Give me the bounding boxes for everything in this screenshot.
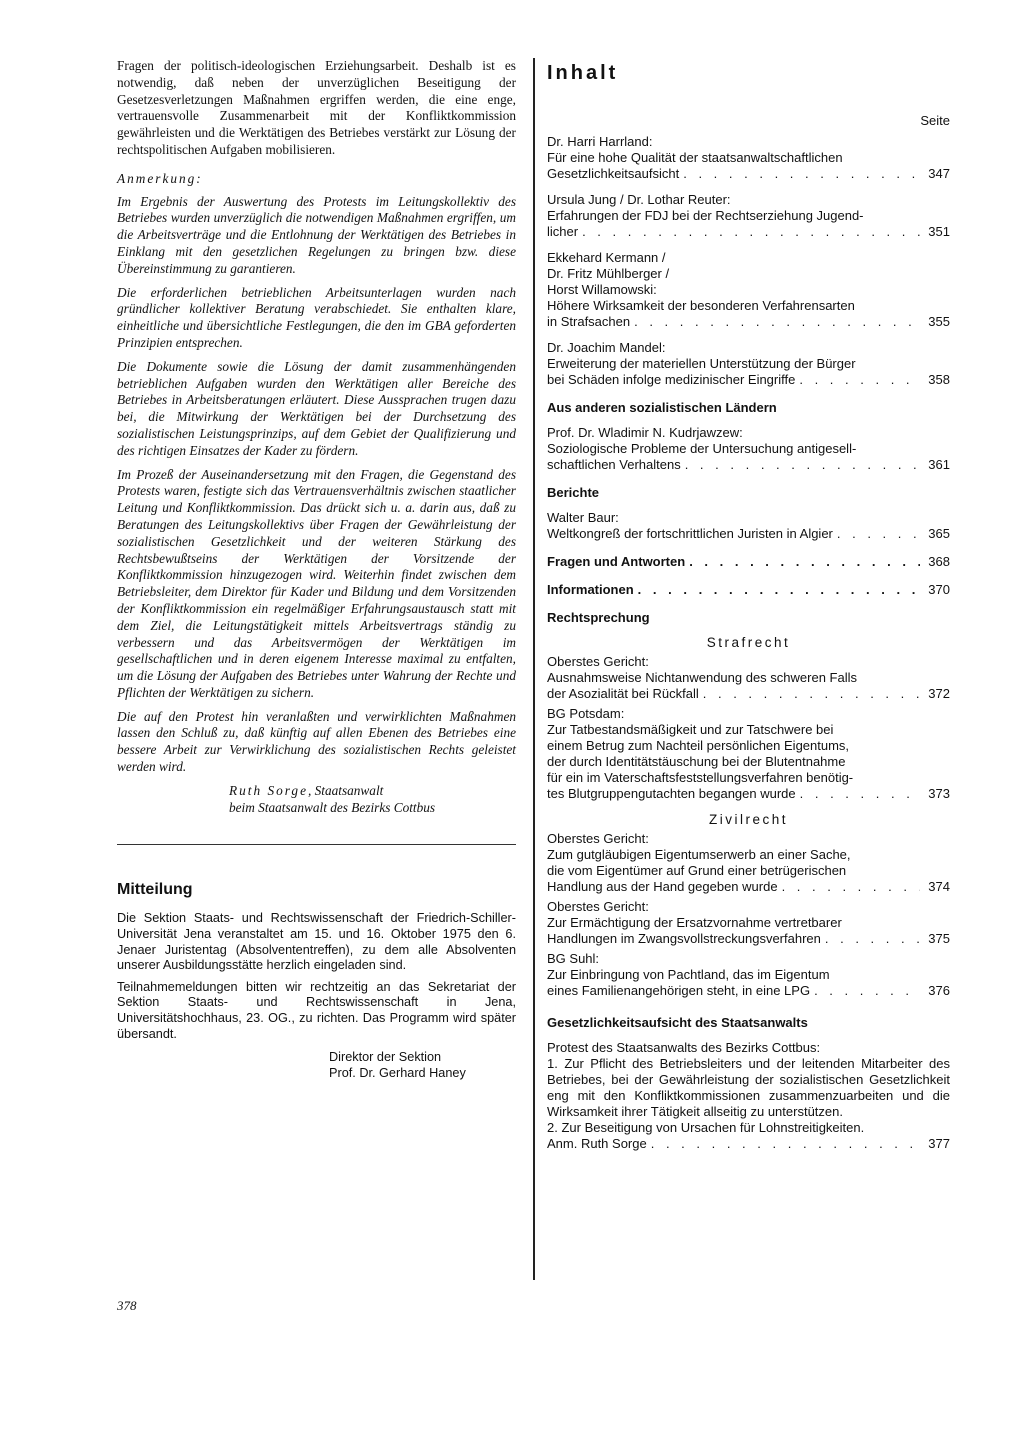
leader-dots (699, 686, 920, 702)
note-paragraph: Die auf den Protest hin veranlaßten und verwirklichten Maßnahmen lassen den Schluß zu, daß künftig auf allen Ebenen des Betriebes eine bessere Arbeit zur Verwirklichung des sozialistischen Rechts geleistet werden wird. (117, 708, 516, 775)
mitteilung-paragraph: Teilnahmemeldungen bitten wir rechtzeitig an das Sekretariat der Sektion Staats- und Rechtswissenschaft in Jena, Universitätshochhaus, 23. OG., zu richten. Das Programm wird später übersandt. (117, 979, 516, 1041)
leader-dots (778, 879, 920, 895)
note-paragraph: Die erforderlichen betrieblichen Arbeitsunterlagen wurden nach gründlicher kollektiver Beratung verabschiedet. Sie enthalten klare, einheitliche und übersichtliche Festlegungen, die den im GBA geforderten Prinzipien entsprechen. (117, 284, 516, 350)
toc-entry[interactable] (547, 899, 950, 947)
toc-entry-title: in Strafsachen (547, 314, 631, 329)
toc-seite-label: Seite (920, 113, 950, 128)
left-column (117, 58, 516, 1081)
toc-section-heading: Rechtsprechung (547, 610, 650, 625)
toc-entry-title: Höhere Wirksamkeit der besonderen Verfahrensarten (547, 298, 855, 313)
toc-title: Inhalt (547, 62, 619, 84)
toc-entry-title: Anm. Ruth Sorge (547, 1136, 647, 1151)
mitteilung-sig-role: Direktor der Sektion (329, 1050, 442, 1065)
toc-entry[interactable] (547, 425, 950, 473)
toc-author: Dr. Harri Harrland: (547, 134, 653, 149)
toc-entry-title: Zum gutgläubigen Eigentumserwerb an einer Sache, (547, 847, 851, 862)
toc-entry-title: bei Schäden infolge medizinischer Eingriffe (547, 372, 796, 387)
toc-page: 370 (928, 582, 950, 597)
leader-dots (630, 314, 920, 330)
toc-entry-title: der durch Identitätstäuschung bei der Blutentnahme (547, 754, 846, 769)
toc-author: Walter Baur: (547, 510, 619, 525)
toc-entry-title: für ein im Vaterschaftsfeststellungsverfahren benötig- (547, 770, 854, 785)
note-paragraph: Im Ergebnis der Auswertung des Protests im Leitungskollektiv des Betriebes wurden unverzüglich die notwendigen Maßnahmen ergriffen, um die Arbeitsverträge und die Entlohnung der Werktätigen des Betriebes in Einklang mit den gesetzlichen Regelungen zu bringen bzw. diese Übereinstimmung zu garantieren. (117, 193, 516, 276)
toc-page: 358 (928, 372, 950, 387)
signature (229, 783, 516, 817)
leader-dots (634, 582, 920, 598)
toc-entry-title: Gesetzlichkeitsaufsicht (547, 166, 680, 181)
toc-entry-title: schaftlichen Verhaltens (547, 457, 681, 472)
toc-page: 376 (928, 983, 950, 998)
note-paragraph: Im Prozeß der Auseinandersetzung mit den Fragen, die Gegenstand des Protests waren, festigte sich das Vertrauensverhältnis zwischen staatlicher Leitung und Konfliktkommission. Das drückt sich u. a. darin aus, daß zu Beratungen des Leitungskollektivs über Fragen der Gewährleistung der sozialistischen Gesetzlichkeit und der weiteren Stärkung des Rechtsbewußtseins der Werktätigen der Vorsitzende der Konfliktkommission hinzugezogen wird. Weiterhin findet zwischen dem Betriebsleiter, dem Direktor für Kader und Bildung und dem Vorsitzenden der Konfliktkommission ein regelmäßiger Erfahrungsaustausch statt mit dem Ziel, die Leitungstätigkeit mittels Arbeitsvertrags ständig zu verbessern und das Arbeitsvermögen der Werktätigen im gesellschaftlichen und in deren eigenem Interesse maximal zu entfalten, um die Lösung der Aufgaben des Betriebes unter Wahrung der Rechte und Pflichten der Werktätigen zu sichern. (117, 466, 516, 700)
toc-entry-title: 2. Zur Beseitigung von Ursachen für Lohnstreitigkeiten. (547, 1120, 865, 1135)
leader-dots (821, 931, 920, 947)
toc-page: 375 (928, 931, 950, 946)
intro-paragraph: Fragen der politisch-ideologischen Erziehungsarbeit. Deshalb ist es notwendig, daß neben der unverzüglichen Beseitigung der Gesetzesverletzungen Maßnahmen ergriffen werden, die eine enge, vertrauensvolle Zusammenarbeit mit der Konfliktkommission gewährleisten und die Werktätigen des Betriebes verstärkt zur Lösung der rechtspolitischen Aufgaben mobilisieren. (117, 58, 516, 157)
toc-page: 347 (928, 166, 950, 181)
toc-entry-title: tes Blutgruppengutachten begangen wurde (547, 786, 796, 801)
toc-entry-title: Protest des Staatsanwalts des Bezirks Cottbus: (547, 1040, 821, 1055)
toc-entry-title: Soziologische Probleme der Untersuchung antigesell- (547, 441, 857, 456)
toc-entry-title: Zur Ermächtigung der Ersatzvornahme vertretbarer (547, 915, 842, 930)
leader-dots (810, 983, 920, 999)
toc-entry-title: Ausnahmsweise Nichtanwendung des schweren Falls (547, 670, 857, 685)
toc-entry[interactable] (547, 510, 950, 542)
toc-court: Oberstes Gericht: (547, 654, 649, 669)
toc-entry[interactable] (547, 654, 950, 702)
toc-page: 377 (928, 1136, 950, 1151)
leader-dots (685, 554, 920, 570)
toc-page: 361 (928, 457, 950, 472)
toc-court: Oberstes Gericht: (547, 831, 649, 846)
column-divider (533, 58, 535, 1280)
toc-author: Horst Willamowski: (547, 282, 657, 297)
toc-entry[interactable] (547, 1040, 950, 1152)
toc-entry-title: Erfahrungen der FDJ bei der Rechtserziehung Jugend- (547, 208, 864, 223)
toc-court: Oberstes Gericht: (547, 899, 649, 914)
toc-court: BG Potsdam: (547, 706, 625, 721)
leader-dots (679, 166, 920, 182)
section-rule (117, 844, 516, 845)
leader-dots (795, 372, 920, 388)
toc-entry[interactable] (547, 706, 950, 802)
toc-entry-title: Erweiterung der materiellen Unterstützung der Bürger (547, 356, 856, 371)
toc-author: Dr. Fritz Mühlberger / (547, 266, 670, 281)
toc-entry[interactable] (547, 554, 950, 570)
toc-entry[interactable] (547, 250, 950, 330)
anmerkung-label: Anmerkung: (117, 170, 203, 186)
toc-section-heading: Fragen und Antworten (547, 554, 686, 569)
toc-subsection-heading: Strafrecht (706, 635, 791, 650)
toc-author: Ekkehard Kermann / (547, 250, 666, 265)
page-number: 378 (117, 1298, 137, 1313)
table-of-contents (547, 58, 950, 1152)
toc-page: 351 (928, 224, 950, 239)
toc-entry-title: eines Familienangehörigen steht, in eine LPG (547, 983, 811, 998)
toc-author: Prof. Dr. Wladimir N. Kudrjawzew: (547, 425, 743, 440)
toc-entry[interactable] (547, 340, 950, 388)
toc-entry[interactable] (547, 192, 950, 240)
leader-dots (647, 1136, 920, 1152)
leader-dots (833, 526, 920, 542)
toc-page: 373 (928, 786, 950, 801)
toc-entry[interactable] (547, 951, 950, 999)
toc-author: Ursula Jung / Dr. Lothar Reuter: (547, 192, 731, 207)
toc-entry-title: Für eine hohe Qualität der staatsanwaltschaftlichen (547, 150, 843, 165)
toc-page: 374 (928, 879, 950, 894)
signature-office: beim Staatsanwalt des Bezirks Cottbus (229, 799, 436, 815)
note-paragraph: Die Dokumente sowie die Lösung der damit zusammenhängenden betrieblichen Aufgaben wurden den Werktätigen aller Bereiche des Betriebes in Arbeitsberatungen erläutert. Diese Aussprachen trugen dazu bei, die Mitwirkung der Werktätigen bei der Durchsetzung des sozialistischen Leistungsprinzips, auf dem Gebiet der Qualifizierung und des richtigen Einsatzes der Kader zu fördern. (117, 358, 516, 458)
toc-entry[interactable] (547, 582, 950, 598)
toc-entry-title: der Asozialität bei Rückfall (547, 686, 699, 701)
toc-court: BG Suhl: (547, 951, 600, 966)
toc-page: 355 (928, 314, 950, 329)
toc-entry-title: licher (547, 224, 579, 239)
toc-section-heading: Aus anderen sozialistischen Ländern (547, 400, 777, 415)
toc-section-heading: Berichte (547, 485, 600, 500)
toc-section-heading: Informationen (547, 582, 634, 597)
toc-subsection-heading: Zivilrecht (708, 812, 788, 827)
signature-role: , Staatsanwalt (307, 782, 384, 798)
leader-dots (796, 786, 920, 802)
signature-name: Ruth Sorge (229, 782, 308, 798)
toc-page: 365 (928, 526, 950, 541)
toc-entry-title: die vom Eigentümer auf Grund einer betrügerischen (547, 863, 847, 878)
mitteilung-heading: Mitteilung (117, 881, 193, 899)
mitteilung-signature (329, 1050, 516, 1081)
mitteilung-sig-name: Prof. Dr. Gerhard Haney (329, 1065, 466, 1080)
toc-page: 368 (928, 554, 950, 569)
toc-page: 372 (928, 686, 950, 701)
toc-entry-title: Zur Tatbestandsmäßigkeit und zur Tatschwere bei (547, 722, 834, 737)
toc-section-heading: Gesetzlichkeitsaufsicht des Staatsanwalts (547, 1015, 808, 1030)
toc-entry[interactable] (547, 134, 950, 182)
toc-entry-title: Handlungen im Zwangsvollstreckungsverfahren (547, 931, 821, 946)
leader-dots (578, 224, 920, 240)
toc-entry[interactable] (547, 831, 950, 895)
toc-entry-title: Zur Einbringung von Pachtland, das im Eigentum (547, 967, 830, 982)
toc-entry-title: Handlung aus der Hand gegeben wurde (547, 879, 778, 894)
toc-entry-title: Weltkongreß der fortschrittlichen Juristen in Algier (547, 526, 833, 541)
leader-dots (681, 457, 920, 473)
toc-entry-title: 1. Zur Pflicht des Betriebsleiters und der leitenden Mitarbeiter des Betriebes, bei der Gewährleistung der sozialistischen Gesetzlichkeit eng mit den Konfliktkommissionen zusammenzuarbeiten und die Wirksamkeit ihrer Tätigkeit allseitig zu unterstützen. (547, 1056, 950, 1119)
mitteilung-paragraph: Die Sektion Staats- und Rechtswissenschaft der Friedrich-Schiller-Universität Jena veranstaltet am 15. und 16. Oktober 1975 den 6. Jenaer Juristentag (Absolvententreffen), zu dem alle Absolventen unserer Ausbildungsstätte herzlich eingeladen sind. (117, 911, 516, 973)
toc-entry-title: einem Betrug zum Nachteil persönlichen Eigentums, (547, 738, 850, 753)
toc-author: Dr. Joachim Mandel: (547, 340, 666, 355)
